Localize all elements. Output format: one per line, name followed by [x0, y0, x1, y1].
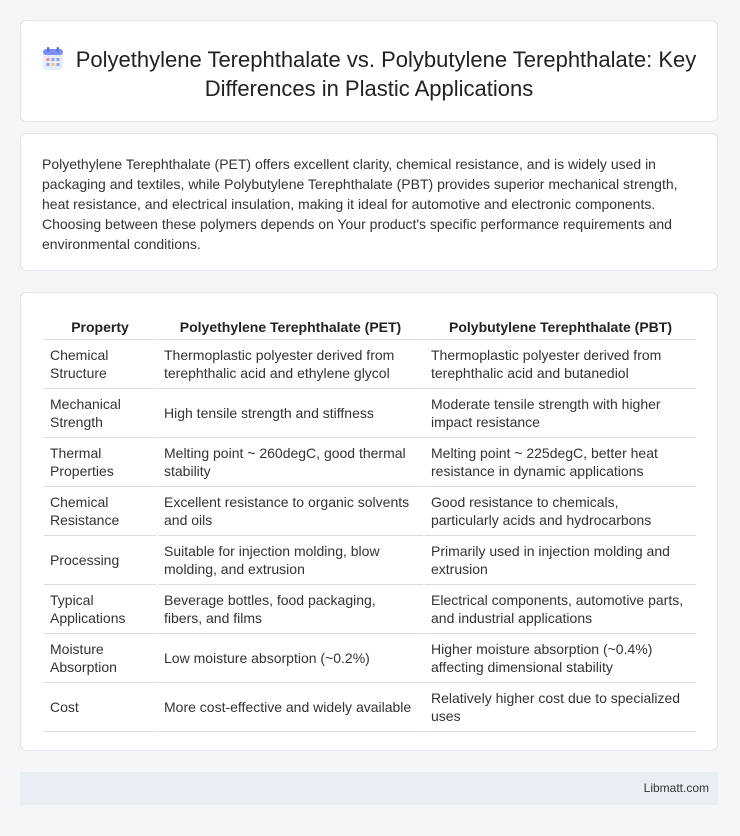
pbt-cell: Relatively higher cost due to specialized uses [425, 683, 696, 732]
header-pet: Polyethylene Terephthalate (PET) [158, 313, 423, 340]
pbt-cell: Moderate tensile strength with higher impact resistance [425, 389, 696, 438]
table-header-row [44, 313, 696, 340]
property-cell: Thermal Properties [44, 438, 156, 487]
page-title [21, 45, 717, 103]
property-cell: Processing [44, 536, 156, 585]
property-cell: Moisture Absorption [44, 634, 156, 683]
table-row [44, 585, 696, 634]
table-row [44, 389, 696, 438]
pet-cell: Excellent resistance to organic solvents and oils [158, 487, 423, 536]
pet-cell: More cost-effective and widely available [158, 683, 423, 732]
page-title-text: Polyethylene Terephthalate vs. Polybutylene Terephthalate: Key Differences in Plastic Applications [75, 47, 697, 101]
pbt-cell: Electrical components, automotive parts, and industrial applications [425, 585, 696, 634]
table-row [44, 634, 696, 683]
table-row [44, 340, 696, 389]
table-row [44, 438, 696, 487]
summary-text: Polyethylene Terephthalate (PET) offers excellent clarity, chemical resistance, and is widely used in packaging and textiles, while Polybutylene Terephthalate (PBT) provides superior mechanical strength, heat resistance, and electrical insulation, making it ideal for automotive and electronic components. Choosing between these polymers depends on Your product's specific performance requirements and environmental conditions. [42, 156, 678, 252]
header-property: Property [44, 313, 156, 340]
table-row [44, 487, 696, 536]
property-cell: Chemical Structure [44, 340, 156, 389]
pet-cell: Suitable for injection molding, blow molding, and extrusion [158, 536, 423, 585]
header-pbt: Polybutylene Terephthalate (PBT) [425, 313, 696, 340]
property-cell: Mechanical Strength [44, 389, 156, 438]
summary-card [20, 133, 718, 271]
property-cell: Chemical Resistance [44, 487, 156, 536]
table-row [44, 683, 696, 732]
footer-bar [20, 772, 718, 805]
pet-cell: Thermoplastic polyester derived from terephthalic acid and ethylene glycol [158, 340, 423, 389]
pet-cell: Low moisture absorption (~0.2%) [158, 634, 423, 683]
pet-cell: Melting point ~ 260degC, good thermal stability [158, 438, 423, 487]
property-cell: Cost [44, 683, 156, 732]
pbt-cell: Higher moisture absorption (~0.4%) affecting dimensional stability [425, 634, 696, 683]
pet-cell: Beverage bottles, food packaging, fibers, and films [158, 585, 423, 634]
pbt-cell: Thermoplastic polyester derived from terephthalic acid and butanediol [425, 340, 696, 389]
comparison-table [42, 313, 698, 732]
pbt-cell: Primarily used in injection molding and extrusion [425, 536, 696, 585]
pbt-cell: Melting point ~ 225degC, better heat resistance in dynamic applications [425, 438, 696, 487]
pet-cell: High tensile strength and stiffness [158, 389, 423, 438]
table-row [44, 536, 696, 585]
pbt-cell: Good resistance to chemicals, particularly acids and hydrocarbons [425, 487, 696, 536]
title-card [20, 20, 718, 122]
property-cell: Typical Applications [44, 585, 156, 634]
footer-brand-link[interactable]: Libmatt.com [643, 781, 709, 795]
document-icon [42, 47, 64, 71]
comparison-card [20, 292, 718, 751]
